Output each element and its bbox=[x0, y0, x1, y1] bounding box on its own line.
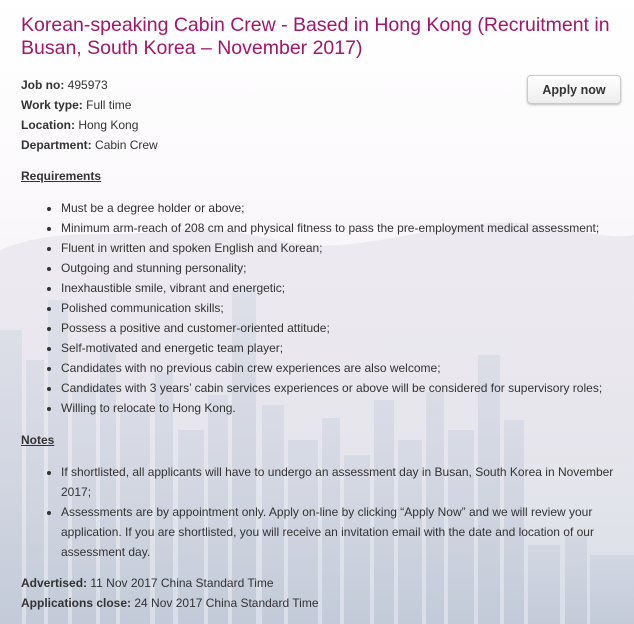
advertised-date bbox=[21, 573, 274, 593]
department bbox=[21, 135, 158, 155]
department-label: Department: bbox=[21, 138, 92, 152]
location bbox=[21, 115, 138, 135]
requirement-item: • Willing to relocate to Hong Kong. bbox=[61, 398, 634, 418]
requirement-item: • Outgoing and stunning personality; bbox=[61, 258, 634, 278]
requirement-item: • Self-motivated and energetic team player; bbox=[61, 338, 634, 358]
work-type-value: Full time bbox=[86, 98, 132, 112]
requirement-item: • Polished communication skills; bbox=[61, 298, 634, 318]
note-item: • Assessments are by appointment only. Apply on-line by clicking “Apply Now” and we will review your application. If you are shortlisted, you will receive an invitation email with the date and location of our assessment day. bbox=[61, 502, 634, 562]
requirement-item: • Minimum arm-reach of 208 cm and physical fitness to pass the pre-employment medical assessment; bbox=[61, 218, 634, 238]
job-number-value: 495973 bbox=[67, 78, 108, 92]
requirement-item: • Inexhaustible smile, vibrant and energetic; bbox=[61, 278, 634, 298]
department-value: Cabin Crew bbox=[95, 138, 158, 152]
job-number-label: Job no: bbox=[21, 78, 65, 92]
job-title: Korean-speaking Cabin Crew - Based in Hong Kong (Recruitment in Busan, South Korea – November 2017) bbox=[21, 14, 610, 59]
notes-heading: Notes bbox=[21, 433, 55, 447]
requirement-item: • Fluent in written and spoken English and Korean; bbox=[61, 238, 634, 258]
requirements-heading: Requirements bbox=[21, 169, 102, 183]
notes-list bbox=[21, 462, 634, 562]
requirement-item: • Possess a positive and customer-oriented attitude; bbox=[61, 318, 634, 338]
requirement-item: • Candidates with no previous cabin crew experiences are also welcome; bbox=[61, 358, 634, 378]
requirement-item: • Must be a degree holder or above; bbox=[61, 198, 634, 218]
applications-close-date bbox=[21, 593, 319, 613]
applications-close-value: 24 Nov 2017 China Standard Time bbox=[134, 596, 319, 610]
work-type-label: Work type: bbox=[21, 98, 83, 112]
advertised-value: 11 Nov 2017 China Standard Time bbox=[90, 576, 274, 590]
requirement-item: • Candidates with 3 years’ cabin services experiences or above will be considered for supervisory roles; bbox=[61, 378, 634, 398]
requirements-list bbox=[21, 198, 634, 418]
applications-close-label: Applications close: bbox=[21, 596, 132, 610]
note-item: • If shortlisted, all applicants will have to undergo an assessment day in Busan, South Korea in November 2017; bbox=[61, 462, 634, 502]
apply-now-button[interactable]: Apply now bbox=[527, 75, 621, 104]
job-number bbox=[21, 75, 108, 95]
advertised-label: Advertised: bbox=[21, 576, 88, 590]
work-type bbox=[21, 95, 131, 115]
location-label: Location: bbox=[21, 118, 75, 132]
location-value: Hong Kong bbox=[78, 118, 139, 132]
